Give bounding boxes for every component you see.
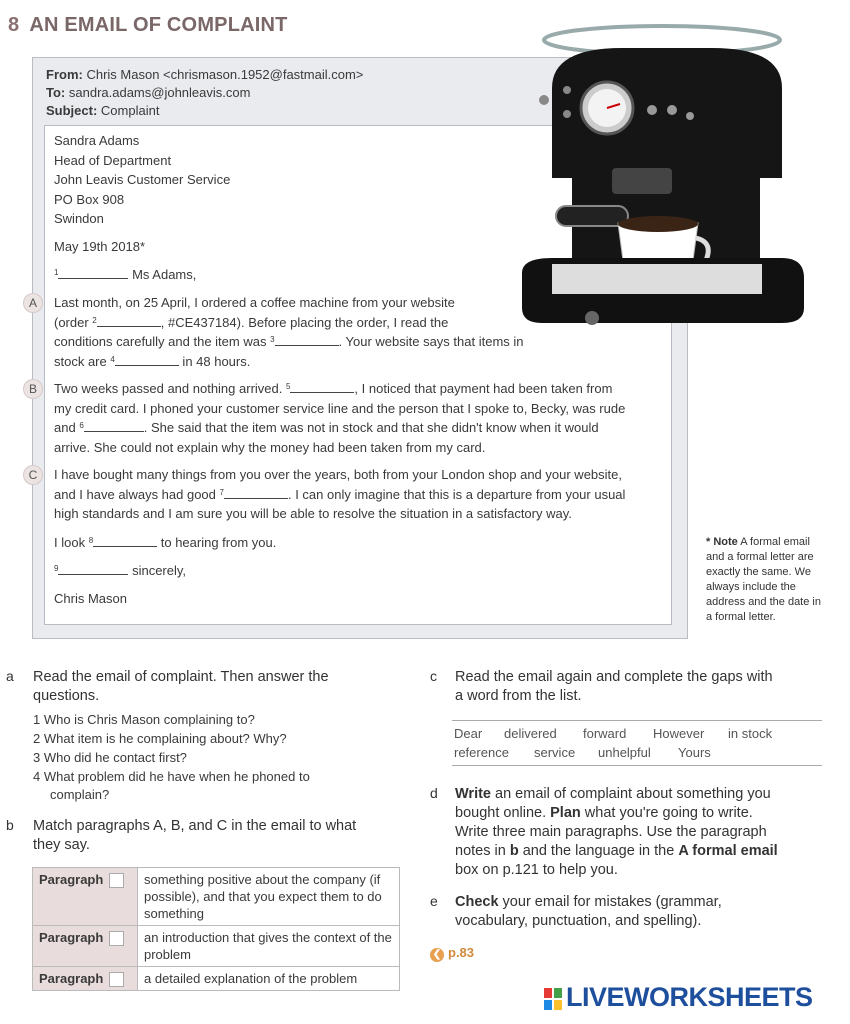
paragraph-description: a detailed explanation of the problem: [138, 967, 400, 991]
salutation: $^1$ Ms Adams,: [54, 267, 197, 282]
word-list: [452, 720, 822, 766]
exercise-b-prompt: Match paragraphs A, B, and C in the email to what they say.: [33, 818, 357, 853]
answer-box[interactable]: [109, 972, 124, 987]
exercise-a-prompt: Read the email of complaint. Then answer the questions.: [33, 669, 329, 704]
address-line: Sandra Adams: [54, 133, 140, 148]
para-label-c: C: [23, 465, 43, 485]
answer-box[interactable]: [109, 931, 124, 946]
paragraph-description: something positive about the company (if possible), and that you expect them to do something: [138, 868, 400, 926]
signoff-line: $^9$ sincerely,: [54, 563, 187, 578]
word-item: in stock: [728, 726, 773, 741]
paragraph-description: an introduction that gives the context of the problem: [138, 926, 400, 967]
para-b-line: arrive. She could not explain why the money had been taken from my card.: [54, 439, 486, 455]
gap-1[interactable]: [58, 266, 128, 279]
para-label-b: B: [23, 379, 43, 399]
word-item: forward: [583, 726, 627, 741]
paragraph-label: Paragraph: [39, 872, 104, 887]
signature: Chris Mason: [54, 591, 127, 606]
back-arrow-icon: ❮: [430, 948, 444, 962]
para-b-line: and $^6$ . She said that the item was not in stock and that she didn't know when it would: [54, 420, 599, 435]
exercise-d-prompt: Write an email of complaint about something you bought online. Plan what you're going to write. Write three main paragraphs. Use the paragraph notes in b and the language in the A formal email box on p.121 to help you.: [455, 786, 778, 878]
gap-6[interactable]: [84, 419, 144, 432]
word-item: Dear: [454, 726, 483, 741]
paragraph-label: Paragraph: [39, 930, 104, 945]
address-line: Head of Department: [54, 152, 172, 168]
exercise-b-letter: b: [6, 817, 14, 833]
page-reference-link[interactable]: ❮ p.83: [430, 945, 474, 962]
gap-3[interactable]: [275, 333, 339, 346]
to-value: sandra.adams@johnleavis.com: [68, 85, 251, 100]
logo-icon: [544, 988, 562, 1010]
paragraph-label: Paragraph: [39, 971, 104, 986]
from-label: From:: [46, 67, 83, 82]
subject-label: Subject:: [46, 103, 98, 118]
email-header: [46, 66, 363, 120]
note-box: * Note A formal email and a formal letter are exactly the same. We always include the address and the date in a formal letter.: [706, 536, 821, 623]
answer-box[interactable]: [109, 873, 124, 888]
exercise-c-letter: c: [430, 668, 437, 684]
gap-4[interactable]: [115, 353, 179, 366]
para-c-line: high standards and I am sure you will be able to resolve the situation in a satisfactory way.: [54, 506, 572, 521]
word-item: Yours: [678, 745, 711, 760]
exercise-e-letter: e: [430, 893, 438, 909]
from-value: Chris Mason <chrismason.1952@fastmail.com>: [86, 67, 364, 82]
exercise-a-letter: a: [6, 668, 14, 684]
word-item: However: [653, 726, 705, 741]
gap-8[interactable]: [93, 534, 157, 547]
word-item: service: [534, 745, 576, 760]
section-title: AN EMAIL OF COMPLAINT: [29, 14, 288, 36]
table-row: [33, 868, 400, 926]
word-item: reference: [454, 745, 509, 760]
closing-line: I look $^8$ to hearing from you.: [54, 535, 277, 550]
gap-2[interactable]: [97, 314, 161, 327]
word-item: delivered: [504, 726, 557, 741]
email-date: May 19th 2018*: [54, 239, 146, 254]
word-item: unhelpful: [598, 745, 651, 760]
question-1: 1 Who is Chris Mason complaining to?: [33, 712, 255, 727]
paragraph-match-table: [32, 867, 400, 991]
exercise-e-prompt: Check your email for mistakes (grammar, vocabulary, punctuation, and spelling).: [455, 894, 722, 929]
subject-value: Complaint: [100, 103, 160, 118]
gap-5[interactable]: [290, 380, 354, 393]
para-a-line: stock are $^4$ in 48 hours.: [54, 353, 251, 369]
coffee-machine-image: [512, 18, 812, 343]
para-b-line: Two weeks passed and nothing arrived. $^5$ , I noticed that payment had been taken from: [54, 381, 613, 396]
exercise-d-letter: d: [430, 785, 438, 801]
para-label-a: A: [23, 293, 43, 313]
gap-7[interactable]: [224, 486, 288, 499]
table-row: [33, 926, 400, 967]
para-a-line: (order $^2$ , #CE437184). Before placing the order, I read the: [54, 314, 449, 330]
address-line: John Leavis Customer Service: [54, 172, 231, 187]
gap-9[interactable]: [58, 562, 128, 575]
table-row: [33, 967, 400, 991]
question-4: 4 What problem did he have when he phoned to: [33, 769, 310, 784]
question-3: 3 Who did he contact first?: [33, 750, 187, 765]
para-c-line: I have bought many things from you over the years, both from your London shop and your website,: [54, 467, 622, 482]
para-b-line: my credit card. I phoned your customer service line and the person that I spoke to, Becky, was rude: [54, 400, 626, 416]
para-c-line: and I have always had good $^7$ . I can only imagine that this is a departure from your usual: [54, 486, 626, 502]
address-line: Swindon: [54, 211, 104, 226]
liveworksheets-logo: LIVEWORKSHEETS: [544, 982, 813, 1013]
to-label: To:: [46, 85, 66, 100]
address-line: PO Box 908: [54, 191, 125, 207]
question-4-cont: complain?: [50, 787, 110, 802]
question-2: 2 What item is he complaining about? Why?: [33, 731, 287, 746]
para-a-line: conditions carefully and the item was $^3$ . Your website says that items in: [54, 334, 524, 349]
para-a-line: Last month, on 25 April, I ordered a coffee machine from your website: [54, 295, 455, 310]
page-title: [8, 14, 288, 37]
exercise-c-prompt: Read the email again and complete the gaps with a word from the list.: [455, 669, 773, 704]
section-number: 8: [8, 14, 20, 36]
